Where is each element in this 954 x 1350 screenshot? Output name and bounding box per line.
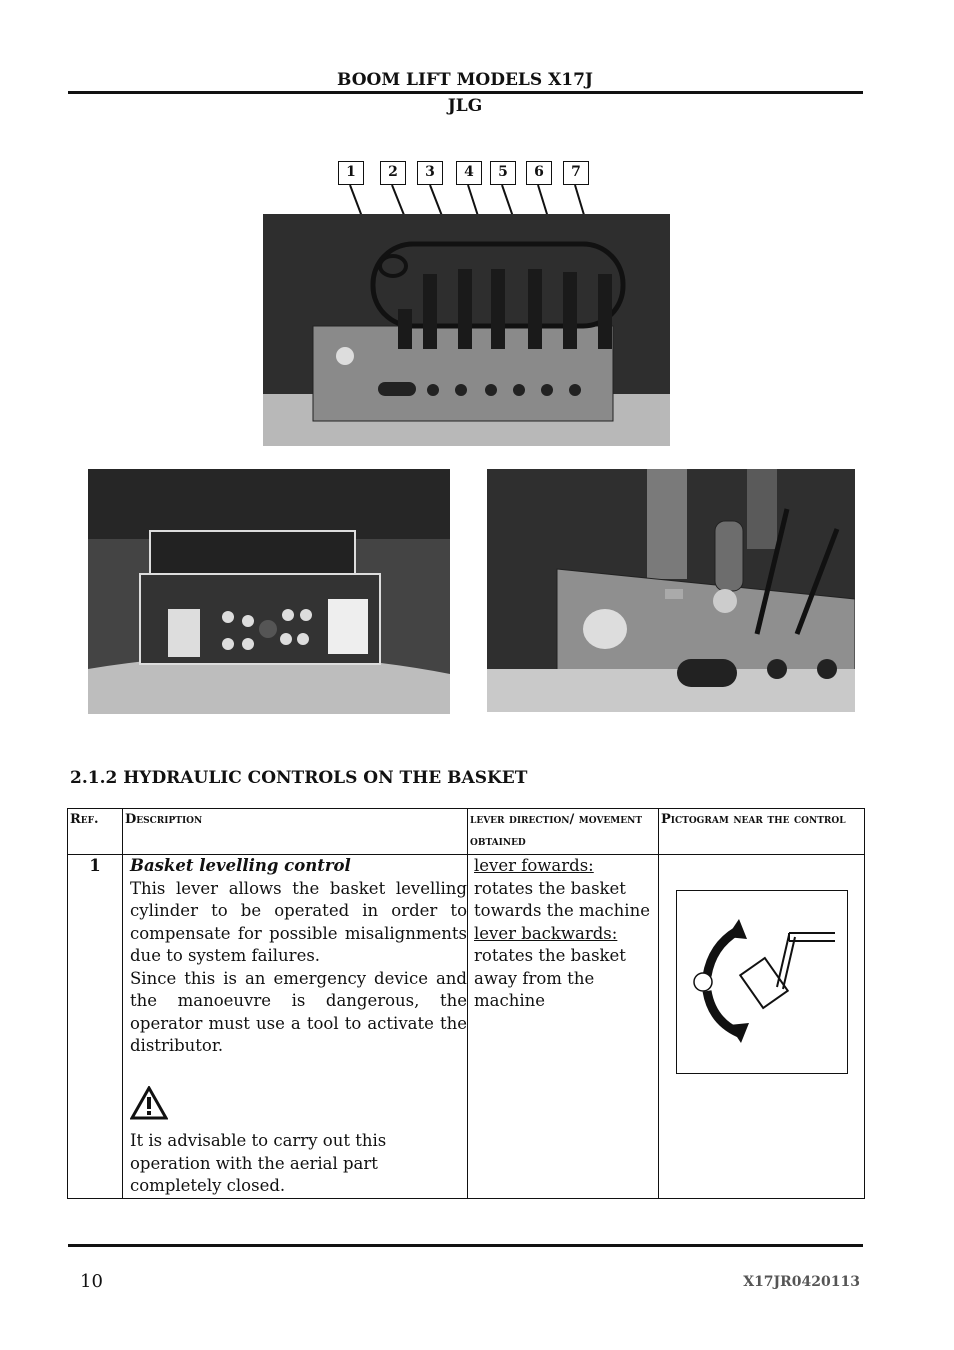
control-description-2: Since this is an emergency device and the manoeuvre is dangerous, the operator must use a tool to activate the distributor.	[130, 968, 467, 1055]
lever-forwards-label: lever fowards:	[474, 856, 594, 875]
document-code: X17JR0420113	[743, 1274, 860, 1290]
callout-3: 3	[417, 161, 443, 185]
warning-note: It is advisable to carry out this operation with the aerial part completely closed.	[130, 1131, 387, 1195]
callout-7: 7	[563, 161, 589, 185]
callout-2: 2	[380, 161, 406, 185]
photo-control-box	[88, 469, 450, 714]
photo-lever-bank	[263, 214, 670, 446]
row-ref: 1	[68, 855, 123, 1199]
col-header-direction: lever direction/ movement obtained	[468, 809, 659, 855]
lever-backwards-effect: rotates the basket away from the machine	[474, 946, 626, 1010]
col-header-ref: Ref.	[68, 809, 123, 855]
row-description	[123, 855, 468, 1199]
control-title: Basket levelling control	[130, 856, 351, 875]
table-header-row	[68, 809, 865, 855]
callout-5: 5	[490, 161, 516, 185]
lever-forwards-effect: rotates the basket towards the machine	[474, 878, 650, 920]
callout-6: 6	[526, 161, 552, 185]
warning-block	[130, 1086, 467, 1198]
col-header-description: Description	[123, 809, 468, 855]
table-row	[68, 855, 865, 1199]
control-description-1: This lever allows the basket levelling cylinder to be operated in order to compensate for possible misalignments due to system failures.	[130, 878, 467, 965]
row-pictogram	[659, 855, 865, 1199]
lever-backwards-label: lever backwards:	[474, 923, 618, 943]
document-header-brand: JLG	[447, 96, 483, 116]
warning-icon	[130, 1086, 168, 1120]
page-number: 10	[80, 1271, 103, 1292]
photo-levelling-lever-closeup	[487, 469, 855, 712]
document-header-title: BOOM LIFT MODELS X17J	[337, 70, 593, 90]
row-direction	[468, 855, 659, 1199]
footer-rule	[68, 1244, 863, 1247]
callout-1: 1	[338, 161, 364, 185]
callout-4: 4	[456, 161, 482, 185]
basket-levelling-pictogram	[676, 890, 848, 1074]
col-header-pictogram: Pictogram near the control	[659, 809, 865, 855]
section-title: 2.1.2 HYDRAULIC CONTROLS ON THE BASKET	[70, 768, 528, 788]
hydraulic-controls-table	[67, 808, 865, 1199]
